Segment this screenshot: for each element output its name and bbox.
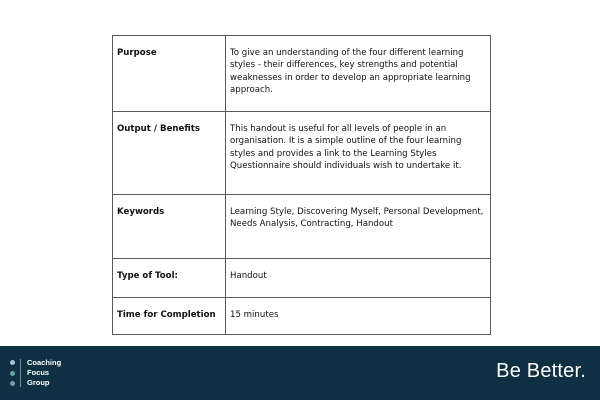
row-label: Purpose [117,48,157,58]
table-row [113,298,491,335]
info-table [112,35,491,335]
row-label-cell [113,112,226,195]
row-value: This handout is useful for all levels of people in an organisation. It is a simple outline of the four learning styles and provides a link to the Learning Styles Questionnaire should individuals wish to undertake it. [230,124,462,172]
coaching-focus-group-logo [10,359,61,387]
logo-divider [20,359,21,387]
row-value-cell [226,259,491,298]
logo-dot [10,371,15,376]
row-label: Keywords [117,207,165,217]
row-label-cell [113,36,226,112]
row-label-cell [113,298,226,335]
logo-line: Focus [27,368,50,377]
logo-line: Group [27,378,50,387]
table-row [113,195,491,259]
row-value: Learning Style, Discovering Myself, Personal Development, Needs Analysis, Contracting, Handout [230,207,484,230]
row-value-cell [226,36,491,112]
tagline: Be Better. [496,360,586,382]
row-value-cell [226,298,491,335]
row-value: Handout [230,271,267,281]
table-row [113,36,491,112]
footer-bar [0,346,600,400]
logo-dot [10,360,15,365]
logo-text [27,359,61,387]
row-value: To give an understanding of the four different learning styles - their differences, key strengths and potential weaknesses in order to develop an appropriate learning approach. [230,48,471,96]
row-label-cell [113,259,226,298]
row-label: Output / Benefits [117,124,200,134]
logo-dot [10,381,15,386]
row-label: Time for Completion [117,310,216,320]
logo-dots-icon [10,359,15,387]
row-label-cell [113,195,226,259]
row-value-cell [226,112,491,195]
table-row [113,112,491,195]
logo-line: Coaching [27,358,62,367]
row-value: 15 minutes [230,310,279,320]
table-row [113,259,491,298]
row-label: Type of Tool: [117,271,178,281]
row-value-cell [226,195,491,259]
